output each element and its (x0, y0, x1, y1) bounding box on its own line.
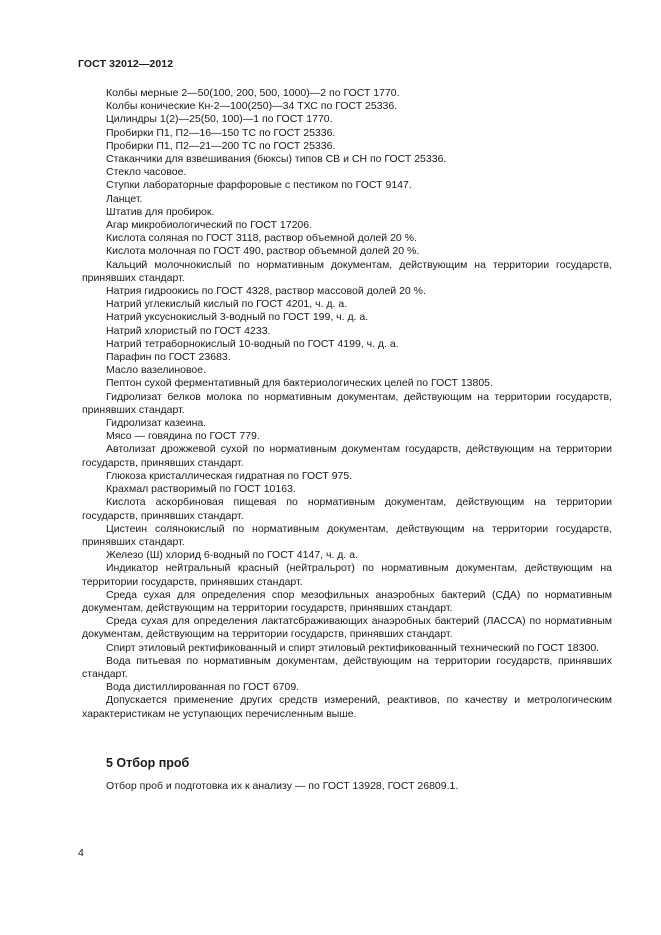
list-item: Ступки лабораторные фарфоровые с пестиком по ГОСТ 9147. (106, 179, 412, 192)
list-item: Вода дистиллированная по ГОСТ 6709. (106, 681, 300, 694)
list-item: Пробирки П1, П2—16—150 ТС по ГОСТ 25336. (106, 126, 336, 139)
list-item: Цистеин солянокислый по нормативным документам, действующим на территории государств, принявших стандарт. (82, 522, 612, 548)
list-item: Парафин по ГОСТ 23683. (106, 351, 231, 364)
list-item: Колбы мерные 2—50(100, 200, 500, 1000)—2 по ГОСТ 1770. (106, 87, 400, 99)
list-item: Натрий углекислый кислый по ГОСТ 4201, ч. д. а. (106, 298, 348, 311)
list-item: Масло вазелиновое. (106, 364, 207, 377)
section-paragraph: Отбор проб и подготовка их к анализу — по ГОСТ 13928, ГОСТ 26809.1. (106, 780, 459, 792)
list-item: Кальций молочнокислый по нормативным документам, действующим на территории государств, принявших стандарт. (82, 258, 612, 284)
list-item: Натрия гидроокись по ГОСТ 4328, раствор массовой долей 20 %. (106, 285, 426, 298)
list-item: Гидролизат казеина. (106, 417, 207, 430)
list-item: Кислота аскорбиновая пищевая по нормативным документам, действующим на территории государств, принявших стандарт. (82, 496, 612, 522)
list-item: Стекло часовое. (106, 166, 187, 179)
list-item: Среда сухая для определения лактатсбраживающих анаэробных бактерий (ЛАССА) по нормативным документам, действующим на территории государств, принявших стандарт. (82, 615, 612, 641)
list-item: Кислота соляная по ГОСТ 3118, раствор объемной долей 20 %. (106, 232, 417, 245)
list-item: Натрий уксуснокислый 3-водный по ГОСТ 199, ч. д. а. (106, 311, 369, 324)
list-item: Пептон сухой ферментативный для бактериологических целей по ГОСТ 13805. (106, 377, 493, 390)
list-item: Стаканчики для взвешивания (бюксы) типов СВ и СН по ГОСТ 25336. (106, 153, 447, 166)
list-item: Ланцет. (106, 192, 143, 205)
list-item: Спирт этиловый ректификованный и спирт этиловый ректификованный технический по ГОСТ 18300. (106, 641, 600, 654)
list-item: Штатив для пробирок. (106, 205, 215, 218)
list-item: Кислота молочная по ГОСТ 490, раствор объемной долей 20 %. (106, 245, 420, 258)
page-number: 4 (78, 847, 84, 859)
list-item: Пробирки П1, П2—21—200 ТС по ГОСТ 25336. (106, 139, 336, 152)
list-item: Железо (Ш) хлорид 6-водный по ГОСТ 4147, ч. д. а. (106, 549, 359, 562)
list-item: Цилиндры 1(2)—25(50, 100)—1 по ГОСТ 1770. (106, 113, 333, 126)
list-item: Натрий тетраборнокислый 10-водный по ГОСТ 4199, ч. д. а. (106, 337, 399, 350)
list-item: Среда сухая для определения спор мезофильных анаэробных бактерий (СДА) по нормативным документам, действующим на территории государств, принявших стандарт. (82, 588, 612, 614)
equipment-list (82, 87, 612, 721)
list-item: Вода питьевая по нормативным документам, действующим на территории государств, принявших стандарт. (82, 654, 612, 680)
list-item: Натрий хлористый по ГОСТ 4233. (106, 324, 271, 337)
list-item: Колбы конические Кн-2—100(250)—34 ТХС по ГОСТ 25336. (106, 100, 398, 113)
list-item: Глюкоза кристаллическая гидратная по ГОСТ 975. (106, 469, 353, 482)
list-item: Гидролизат белков молока по нормативным документам, действующим на территории государств, принявших стандарт. (82, 390, 612, 416)
list-item: Допускается применение других средств измерений, реактивов, по качеству и метрологическим характеристикам не уступающих перечисленным выше. (82, 694, 612, 720)
section-title: 5 Отбор проб (106, 756, 190, 770)
list-item: Индикатор нейтральный красный (нейтральрот) по нормативным документам, действующим на территории государств, принявших стандарт. (82, 562, 612, 588)
list-item: Агар микробиологический по ГОСТ 17206. (106, 219, 313, 232)
document-header: ГОСТ 32012—2012 (78, 58, 174, 70)
list-item: Мясо — говядина по ГОСТ 779. (106, 430, 260, 443)
list-item: Автолизат дрожжевой сухой по нормативным документам государств, действующим на территории государств, принявших стандарт. (82, 443, 612, 469)
list-item: Крахмал растворимый по ГОСТ 10163. (106, 483, 296, 496)
